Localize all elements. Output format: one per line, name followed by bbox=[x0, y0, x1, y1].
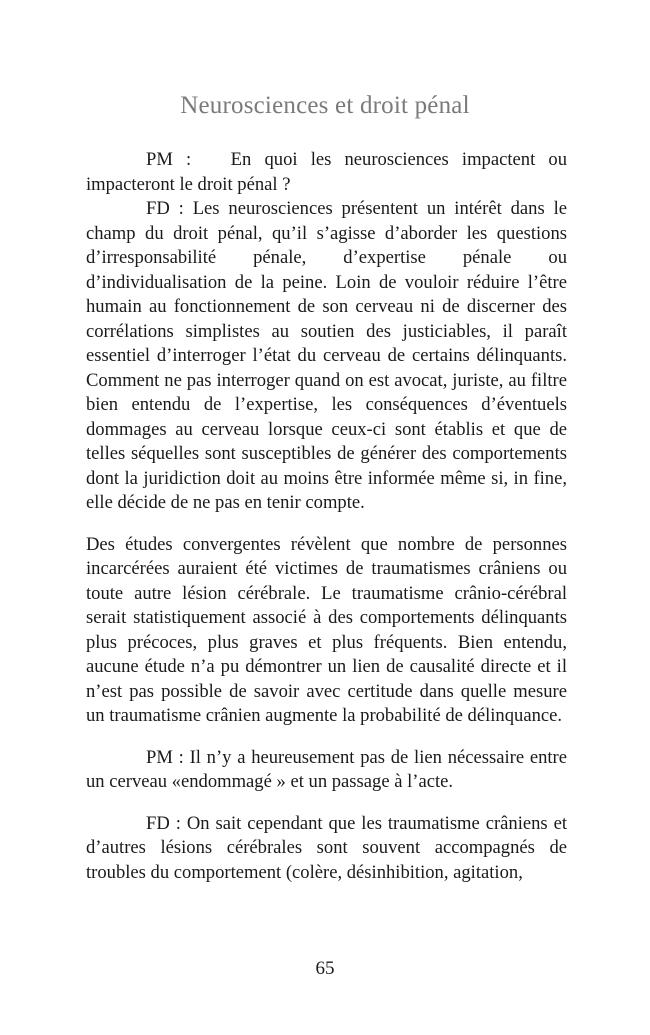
page-number: 65 bbox=[315, 958, 335, 979]
paragraph-text: Il n’y a heureusement pas de lien nécessaire entre un cerveau «endommagé » et un passage à l’acte. bbox=[86, 746, 567, 792]
speaker-label: PM : bbox=[146, 746, 184, 768]
paragraph-fd-reply bbox=[86, 812, 567, 886]
paragraph-studies bbox=[86, 533, 567, 729]
body-text bbox=[86, 148, 567, 885]
speaker-label: PM : bbox=[146, 149, 192, 170]
speaker-label: FD : bbox=[146, 198, 184, 219]
paragraph-text: Des études convergentes révèlent que nombre de personnes incarcérées auraient été victimes de traumatismes crâniens ou toute autre lésion cérébrale. Le traumatisme crânio-cérébral serait statistiquement associé à des comportements délinquants plus précoces, plus graves et plus fréquents. Bien entendu, aucune étude n’a pu démontrer un lien de causalité directe et il n’est pas possible de savoir avec certitude dans quelle mesure un traumatisme crânien augmente la probabilité de délinquance. bbox=[86, 533, 567, 726]
paragraph-fd-answer bbox=[86, 197, 567, 516]
paragraph-text: Les neurosciences présentent un intérêt dans le champ du droit pénal, qu’il s’agisse d’aborder les questions d’irresponsabilité pénale, d’expertise pénale ou d’individualisation de la peine. Loin de vouloir réduire l’être humain au fonctionnement de son cerveau ni de discerner des corrélations simplistes au soutien des justiciables, il paraît essentiel d’interroger l’état du cerveau de certains délinquants. Comment ne pas interroger quand on est avocat, juriste, au filtre bien entendu de l’expertise, les conséquences d’éventuels dommages au cerveau lorsque ceux-ci sont établis et que de telles séquelles sont susceptibles de générer des comportements dont la juridiction doit au moins être informée même si, in fine, elle décide de ne pas en tenir compte. bbox=[86, 198, 568, 513]
paragraph-text: En quoi les neurosciences impactent ou impacteront le droit pénal ? bbox=[86, 149, 567, 195]
speaker-label: FD : bbox=[146, 812, 181, 834]
paragraph-pm-question bbox=[86, 148, 567, 197]
paragraph-pm-remark bbox=[86, 746, 567, 795]
paragraph-text: On sait cependant que les traumatisme crâniens et d’autres lésions cérébrales sont souvent accompagnés de troubles du comportement (colère, désinhibition, agitation, bbox=[86, 812, 567, 883]
running-header: Neurosciences et droit pénal bbox=[180, 92, 470, 119]
